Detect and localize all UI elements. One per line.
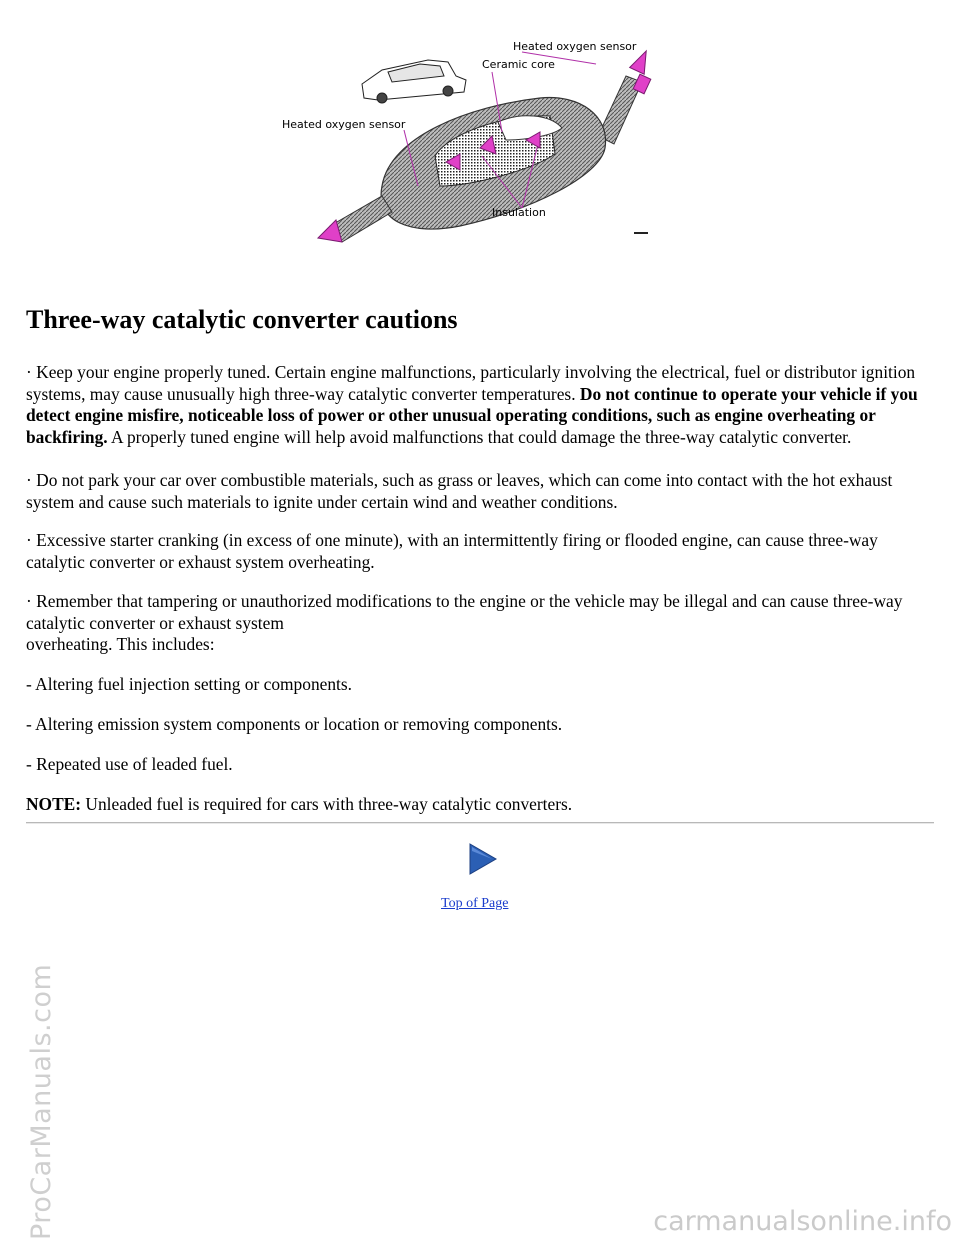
note-label: NOTE:	[26, 794, 82, 814]
right-arrow-icon	[468, 843, 498, 875]
caution-text: · Keep your engine properly tuned. Certain engine malfunctions, particularly involving the electrical, fuel or distributor ignition systems, may cause unusually high three-way catalytic converter temperatures.	[26, 362, 916, 404]
label-insulation: Insulation	[492, 206, 546, 219]
caution-paragraph-cranking: · Excessive starter cranking (in excess of one minute), with an intermittently firing or flooded engine, can cause three-way catalytic converter or exhaust system overheating.	[26, 530, 878, 572]
label-heated-oxygen-sensor-top: Heated oxygen sensor	[513, 40, 637, 53]
label-heated-oxygen-sensor-left: Heated oxygen sensor	[282, 118, 406, 131]
next-page-button[interactable]	[468, 843, 498, 875]
list-item: - Altering fuel injection setting or components.	[26, 674, 353, 694]
top-of-page-link[interactable]: Top of Page	[441, 896, 509, 911]
car-icon	[362, 60, 466, 103]
note-paragraph	[26, 794, 938, 816]
caution-paragraph-parking: · Do not park your car over combustible materials, such as grass or leaves, which can come into contact with the hot exhaust system and cause such materials to ignite under certain wind and weather conditions.	[26, 470, 893, 512]
label-ceramic-core: Ceramic core	[482, 58, 555, 71]
horizontal-divider	[26, 822, 934, 824]
list-item: - Repeated use of leaded fuel.	[26, 754, 233, 774]
watermark-bottom: carmanualsonline.info	[653, 1206, 952, 1237]
converter-drawing	[270, 36, 690, 251]
caution-bold-warning: Do not continue to operate your vehicle if you detect engine misfire, noticeable loss of power or other unusual operating conditions, such as engine overheating or backfiring.	[26, 383, 918, 447]
caution-text: A properly tuned engine will help avoid malfunctions that could damage the three-way catalytic converter.	[107, 426, 852, 447]
caution-text: · Remember that tampering or unauthorized modifications to the engine or the vehicle may be illegal and can cause three-way catalytic converter or exhaust system	[26, 591, 903, 633]
page-title: Three-way catalytic converter cautions	[26, 305, 458, 334]
caution-text: overheating. This includes:	[26, 634, 215, 654]
caution-paragraph-tampering	[26, 591, 938, 656]
note-text: Unleaded fuel is required for cars with three-way catalytic converters.	[81, 794, 573, 814]
list-item: - Altering emission system components or location or removing components.	[26, 714, 563, 734]
watermark-side: ProCarManuals.com	[26, 963, 57, 1240]
caution-paragraph-tuning	[26, 362, 938, 448]
catalytic-converter-illustration	[270, 36, 690, 251]
